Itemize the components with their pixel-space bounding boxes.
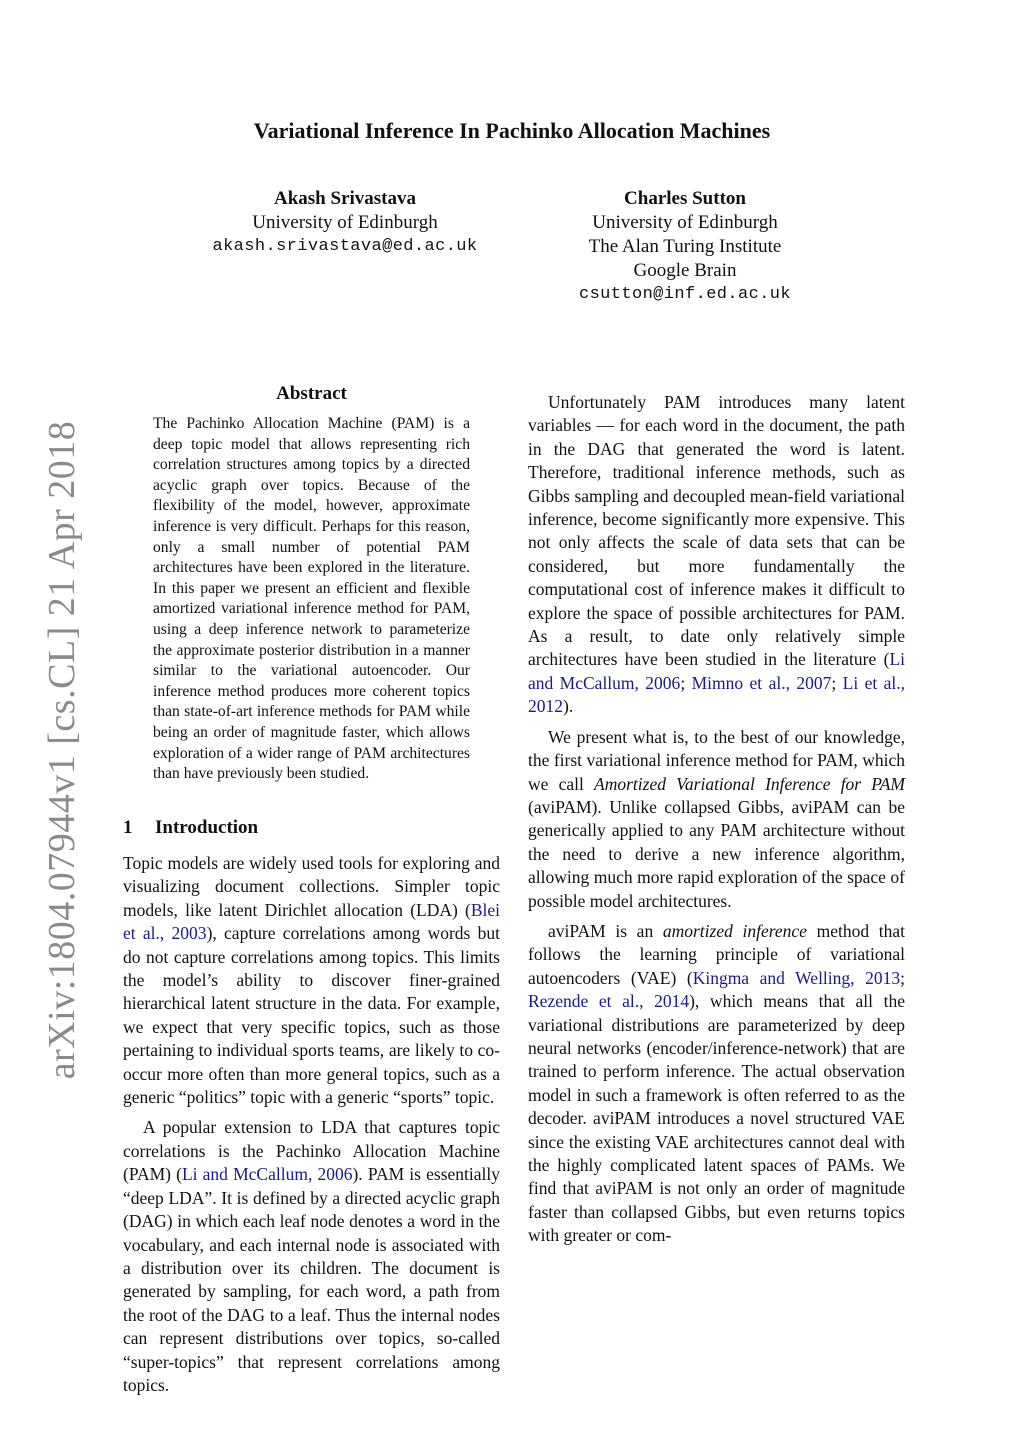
paragraph bbox=[528, 920, 905, 1248]
emphasis: Amortized Variational Inference for PAM bbox=[594, 773, 905, 794]
section-number: 1 bbox=[123, 817, 133, 838]
text-run: ), capture correlations among words but do not capture correlations among topics. This limits the model’s ability to discover finer-grained hierarchical latent structure in the data. For example, we expect that very specific topics, such as those pertaining to individual sports teams, are likely to co-occur more often than more general topics, such as a generic “politics” topic with a generic “sports” topic. bbox=[123, 923, 500, 1108]
text-run: ; bbox=[900, 967, 905, 988]
citation-link[interactable]: Li and McCallum, 2006 bbox=[528, 649, 905, 693]
paper-title: Variational Inference In Pachinko Allocation Machines bbox=[253, 118, 771, 143]
author-name: Akash Srivastava bbox=[274, 188, 416, 209]
author-block-2 bbox=[510, 187, 860, 307]
right-column-body bbox=[528, 384, 905, 1248]
text-run: ). PAM is essentially “deep LDA”. It is defined by a directed acyclic graph (DAG) in which each leaf node denotes a word in the vocabulary, and each internal node is associated with a distribution over its children. The document is generated by sampling, for each word, a path from the root of the DAG to a leaf. Thus the internal nodes can represent distributions over topics, so-called “super-topics” that represent correlations among topics. bbox=[123, 1164, 500, 1395]
citation-link[interactable]: Li et al., 2012 bbox=[528, 672, 906, 717]
text-run: We present what is, to the best of our knowledge, the first variational inference method for PAM, which we call bbox=[528, 726, 905, 794]
section-heading bbox=[123, 817, 258, 839]
text-run: aviPAM is an bbox=[548, 920, 663, 941]
abstract-heading: Abstract bbox=[276, 383, 347, 404]
author-affiliation: The Alan Turing Institute bbox=[588, 236, 782, 257]
author-block-1 bbox=[170, 187, 520, 259]
paragraph bbox=[528, 726, 905, 913]
arxiv-stamp-text: arXiv:1804.07944v1 [cs.CL] 21 Apr 2018 bbox=[41, 420, 83, 1080]
text-run: Unfortunately PAM introduces many latent variables — for each word in the document, the path in the DAG that generated the word is latent. Therefore, traditional inference methods, such as Gibbs sampling and decoupled mean-field variational inference, become significantly more expensive. This not only affects the scale of data sets that can be considered, but more fundamentally the computational cost of inference makes it difficult to explore the space of possible architectures for PAM. As a result, to date only relatively simple architectures have been studied in the literature ( bbox=[528, 392, 905, 670]
text-run: ; bbox=[831, 672, 843, 693]
emphasis: amortized inference bbox=[662, 920, 807, 941]
author-affiliation: University of Edinburgh bbox=[592, 212, 778, 233]
author-email: csutton@inf.ed.ac.uk bbox=[578, 285, 792, 304]
paragraph bbox=[528, 391, 905, 719]
text-run: A popular extension to LDA that captures topic correlations is the Pachinko Allocation Machine (PAM) ( bbox=[123, 1117, 500, 1185]
citation-link[interactable]: Mimno et al., 2007 bbox=[691, 672, 832, 693]
text-run: method that follows the learning principle of variational autoencoders (VAE) ( bbox=[528, 920, 905, 988]
abstract-text: The Pachinko Allocation Machine (PAM) is a deep topic model that allows representing rich correlation structures among topics by a directed acyclic graph over topics. Because of the flexibility of the model, however, approximate inference is very difficult. Perhaps for this reason, only a small number of potential PAM architectures have been explored in the literature. In this paper we present an efficient and flexible amortized variational inference method for PAM, using a deep inference network to parameterize the approximate posterior distribution in a manner similar to the variational autoencoder. Our inference method produces more coherent topics than state-of-art inference methods for PAM while being an order of magnitude faster, which allows exploration of a wider range of PAM architectures than have previously been studied. bbox=[153, 415, 470, 783]
text-run: ), which means that all the variational distributions are parameterized by deep neural networks (encoder/inference-network) that are trained to perform inference. The actual observation model in such a framework is often referred to as the decoder. aviPAM introduces a novel structured VAE since the existing VAE architectures cannot deal with the highly complicated latent spaces of PAMs. We find that aviPAM is not only an order of magnitude faster than collapsed Gibbs, but even returns topics with greater or com- bbox=[528, 991, 905, 1246]
paragraph bbox=[123, 852, 500, 1109]
text-run: Topic models are widely used tools for exploring and visualizing document collections. Simpler topic models, like latent Dirichlet allocation (LDA) ( bbox=[123, 853, 500, 920]
left-column-body bbox=[123, 852, 500, 1397]
author-name: Charles Sutton bbox=[624, 188, 746, 209]
section-title: Introduction bbox=[155, 817, 259, 838]
author-email: akash.srivastava@ed.ac.uk bbox=[212, 237, 478, 256]
citation-link[interactable]: Rezende et al., 2014 bbox=[528, 991, 690, 1012]
citation-link[interactable]: Kingma and Welling, 2013 bbox=[692, 967, 901, 988]
text-run: ). bbox=[563, 696, 574, 717]
citation-link[interactable]: Blei et al., 2003 bbox=[123, 899, 500, 944]
author-affiliation: Google Brain bbox=[633, 260, 737, 281]
citation-link[interactable]: Li and McCallum, 2006 bbox=[181, 1164, 353, 1185]
text-run: (aviPAM). Unlike collapsed Gibbs, aviPAM can be generically applied to any PAM architecture without the need to derive a new inference algorithm, allowing much more rapid exploration of the space of possible model architectures. bbox=[528, 796, 905, 911]
author-affiliation: University of Edinburgh bbox=[252, 212, 438, 233]
paragraph bbox=[123, 1116, 500, 1397]
text-run: ; bbox=[680, 672, 692, 693]
